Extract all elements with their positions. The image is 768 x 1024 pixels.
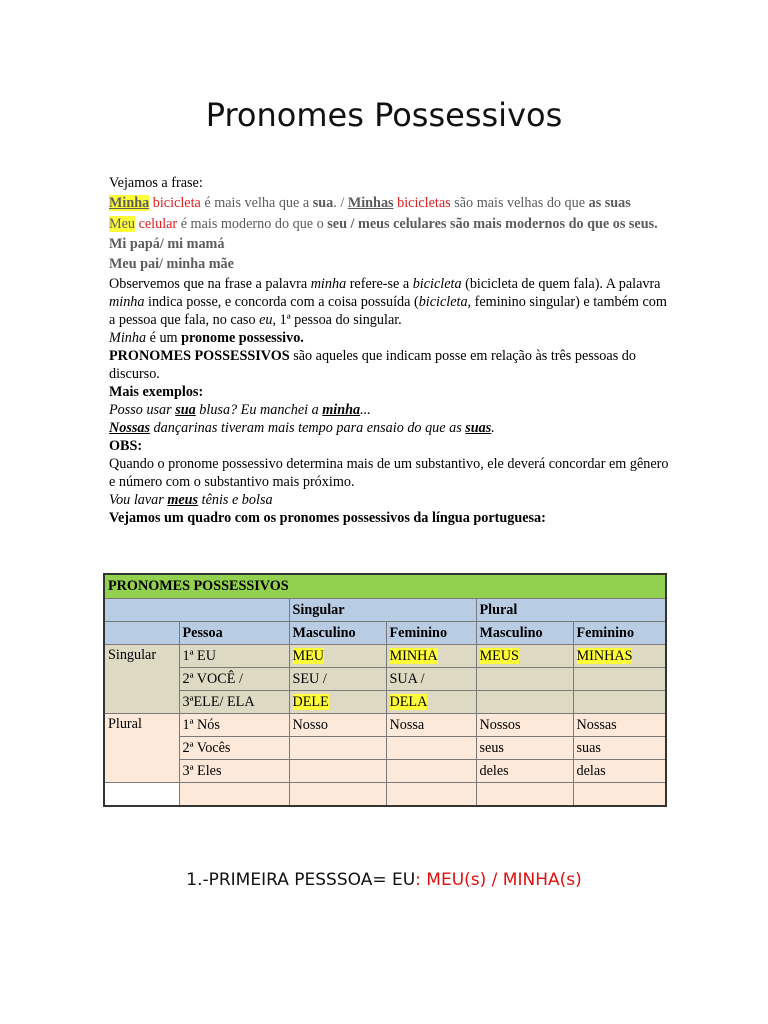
cell-value: [289, 760, 386, 783]
cell-value: SUA /: [386, 668, 476, 691]
paragraph-definition: [109, 347, 669, 383]
cell-pessoa: 3ªELE/ ELA: [179, 691, 289, 714]
header-pessoa: Pessoa: [179, 622, 289, 645]
paragraph-minha: [109, 329, 669, 347]
table-gender-row: [104, 622, 666, 645]
word-as-suas: as suas: [588, 195, 631, 211]
table-number-row: [104, 599, 666, 622]
text-segment: eu: [259, 312, 273, 328]
text-segment: . /: [333, 195, 348, 211]
text-segment: indica posse, e concorda com a coisa possuída (: [144, 294, 419, 310]
table-row: [104, 737, 666, 760]
cell-pessoa: 1ª Nós: [179, 714, 289, 737]
header-masculino: Masculino: [476, 622, 573, 645]
cell-value: SEU /: [289, 668, 386, 691]
cell-value: Nosso: [289, 714, 386, 737]
table-cell: [386, 783, 476, 807]
text-segment: tênis e bolsa: [198, 492, 273, 508]
page-title: Pronomes Possessivos: [205, 96, 563, 134]
intro-line: Vejamos a frase:: [109, 175, 203, 191]
example-portuguese: Meu pai/ minha mãe: [109, 256, 234, 272]
text-segment: são aqueles que indicam posse em relação às três pessoas do discurso.: [109, 348, 636, 382]
text-segment: , 1ª pessoa do singular.: [272, 312, 402, 328]
section-heading-mais-exemplos: Mais exemplos:: [109, 384, 204, 400]
document-body: [109, 174, 669, 527]
highlighted-value: DELA: [389, 693, 428, 710]
text-segment: minha: [322, 402, 361, 418]
cell-value: Nossa: [386, 714, 476, 737]
footer-label: 1.-PRIMEIRA PESSSOA= EU: [186, 870, 416, 890]
word-minhas: Minhas: [347, 195, 394, 211]
cell-pessoa: 1ª EU: [179, 645, 289, 668]
obs-text: Quando o pronome possessivo determina mais de um substantivo, ele deverá concordar em gênero e número com o substantivo mais próximo.: [109, 456, 669, 490]
table-title-row: [104, 574, 666, 599]
table-cell: [104, 622, 179, 645]
text-segment: Observemos que na frase a palavra: [109, 276, 311, 292]
text-segment: PRONOMES POSSESSIVOS: [109, 348, 290, 364]
cell-value: [289, 691, 386, 714]
word-meu: Meu: [109, 216, 136, 232]
text-segment: Posso usar: [109, 402, 176, 418]
table-row: [104, 691, 666, 714]
header-singular: Singular: [289, 599, 476, 622]
table-row: [104, 760, 666, 783]
text-segment: suas: [465, 420, 492, 436]
cell-pessoa: 3ª Eles: [179, 760, 289, 783]
word-seu-meus: seu / meus celulares são mais modernos do que os seus.: [327, 216, 658, 232]
example-spanish: Mi papá/ mi mamá: [109, 236, 225, 252]
cell-value: [476, 691, 573, 714]
text-segment: bicicleta: [412, 276, 462, 292]
pronouns-table: [103, 573, 667, 807]
word-celular: celular: [138, 216, 178, 232]
group-singular: Singular: [104, 645, 179, 714]
text-segment: é um: [146, 330, 182, 346]
text-segment: pronome possessivo.: [181, 330, 304, 346]
text-segment: Minha: [109, 330, 147, 346]
word-sua: sua: [312, 195, 334, 211]
text-segment: (bicicleta de quem fala). A palavra: [461, 276, 661, 292]
example-tenis: [109, 491, 669, 509]
cell-value: suas: [573, 737, 666, 760]
text-segment: .: [491, 420, 495, 436]
cell-value: seus: [476, 737, 573, 760]
text-segment: meus: [167, 492, 199, 508]
example-bicicleta: [109, 194, 669, 212]
section-heading-primeira-pessoa: [0, 870, 768, 890]
table-cell: [104, 783, 179, 807]
cell-value: delas: [573, 760, 666, 783]
text-segment: refere-se a: [346, 276, 413, 292]
header-feminino: Feminino: [573, 622, 666, 645]
header-feminino: Feminino: [386, 622, 476, 645]
table-cell: [476, 783, 573, 807]
text-segment: minha: [109, 294, 145, 310]
cell-value: Nossos: [476, 714, 573, 737]
cell-pessoa: 2ª Vocês: [179, 737, 289, 760]
cell-value: [573, 645, 666, 668]
header-masculino: Masculino: [289, 622, 386, 645]
word-bicicletas: bicicletas: [397, 195, 451, 211]
table-intro: Vejamos um quadro com os pronomes possessivos da língua portuguesa:: [109, 510, 546, 526]
cell-value: Nossas: [573, 714, 666, 737]
cell-value: [386, 760, 476, 783]
text-segment: é mais moderno do que o: [177, 216, 328, 232]
word-bicicleta: bicicleta: [152, 195, 201, 211]
text-segment: Vou lavar: [109, 492, 168, 508]
table-row: [104, 668, 666, 691]
text-segment: , feminino singular) e também com a pessoa que fala, no caso: [109, 294, 667, 328]
table-row: [104, 783, 666, 807]
paragraph-observemos: [109, 275, 669, 329]
cell-value: [573, 691, 666, 714]
cell-value: [476, 668, 573, 691]
text-segment: são mais velhas do que: [450, 195, 589, 211]
highlighted-value: MINHAS: [576, 647, 633, 664]
table-row: [104, 645, 666, 668]
header-plural: Plural: [476, 599, 666, 622]
cell-value: deles: [476, 760, 573, 783]
group-plural: Plural: [104, 714, 179, 783]
table-cell: [289, 783, 386, 807]
table-cell: [104, 599, 289, 622]
cell-value: [386, 691, 476, 714]
text-segment: é mais velha que a: [200, 195, 313, 211]
example-celular: [109, 215, 669, 233]
example-dancarinas: [109, 419, 669, 437]
cell-value: [289, 737, 386, 760]
word-minha: Minha: [109, 195, 150, 211]
table-row: [104, 714, 666, 737]
highlighted-value: MEUS: [479, 647, 519, 664]
cell-value: [573, 668, 666, 691]
highlighted-value: MINHA: [389, 647, 438, 664]
cell-pessoa: 2ª VOCÊ /: [179, 668, 289, 691]
cell-value: [289, 645, 386, 668]
highlighted-value: MEU: [292, 647, 325, 664]
text-segment: minha: [310, 276, 347, 292]
cell-value: [386, 737, 476, 760]
text-segment: dançarinas tiveram mais tempo para ensaio do que as: [150, 420, 466, 436]
cell-value: [476, 645, 573, 668]
text-segment: ...: [360, 402, 371, 418]
text-segment: sua: [175, 402, 196, 418]
footer-pronouns: : MEU(s) / MINHA(s): [415, 870, 582, 890]
section-heading-obs: OBS:: [109, 438, 143, 454]
table-cell: [179, 783, 289, 807]
text-segment: bicicleta: [418, 294, 468, 310]
table-title: PRONOMES POSSESSIVOS: [104, 574, 666, 599]
example-blusa: [109, 401, 669, 419]
table-cell: [573, 783, 666, 807]
highlighted-value: DELE: [292, 693, 329, 710]
text-segment: Nossas: [109, 420, 150, 436]
text-segment: blusa? Eu manchei a: [195, 402, 323, 418]
cell-value: [386, 645, 476, 668]
